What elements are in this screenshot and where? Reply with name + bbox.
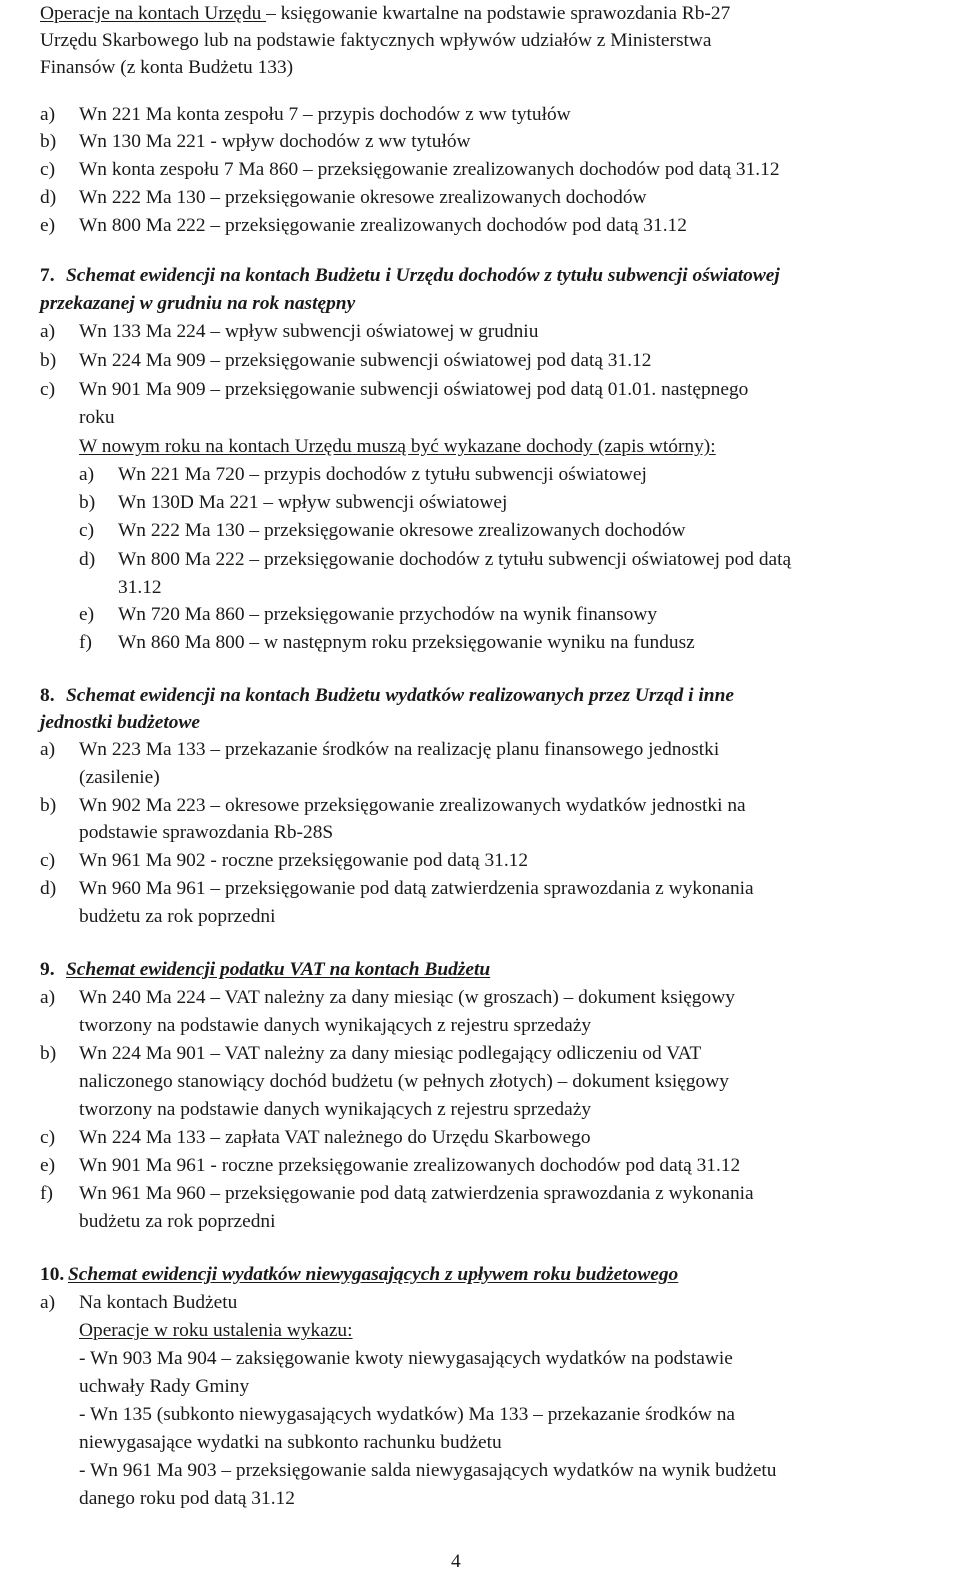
text-line: - Wn 961 Ma 903 – przeksięgowanie salda niewygasających wydatków na wynik budżetu bbox=[79, 1460, 777, 1481]
list-item: Wn 961 Ma 960 – przeksięgowanie pod datą zatwierdzenia sprawozdania z wykonania bbox=[79, 1183, 754, 1204]
list-item: Wn 800 Ma 222 – przeksięgowanie dochodów z tytułu subwencji oświatowej pod datą bbox=[118, 549, 792, 570]
section-title: Schemat ewidencji na kontach Budżetu i Urzędu dochodów z tytułu subwencji oświatowej bbox=[66, 265, 780, 286]
section-title: Schemat ewidencji na kontach Budżetu wydatków realizowanych przez Urząd i inne bbox=[66, 685, 734, 706]
text-line: niewygasające wydatki na subkonto rachunku budżetu bbox=[79, 1432, 502, 1453]
list-marker: b) bbox=[40, 795, 57, 816]
section-title: przekazanej w grudniu na rok następny bbox=[40, 293, 356, 314]
list-item-continuation: naliczonego stanowiący dochód budżetu (w pełnych złotych) – dokument księgowy bbox=[79, 1071, 729, 1092]
list-item: Wn 221 Ma 720 – przypis dochodów z tytułu subwencji oświatowej bbox=[118, 464, 647, 485]
list-item-continuation: tworzony na podstawie danych wynikających z rejestru sprzedaży bbox=[79, 1099, 592, 1120]
list-marker: d) bbox=[79, 549, 96, 570]
text-line: - Wn 903 Ma 904 – zaksięgowanie kwoty niewygasających wydatków na podstawie bbox=[79, 1348, 733, 1369]
list-marker: d) bbox=[40, 187, 57, 208]
list-item-continuation: podstawie sprawozdania Rb-28S bbox=[79, 822, 334, 843]
section-number: 10. bbox=[40, 1264, 65, 1285]
section-title: Schemat ewidencji podatku VAT na kontach Budżetu bbox=[66, 959, 491, 980]
list-item: Wn 901 Ma 961 - roczne przeksięgowanie zrealizowanych dochodów pod datą 31.12 bbox=[79, 1155, 741, 1176]
list-item: Wn 133 Ma 224 – wpływ subwencji oświatowej w grudniu bbox=[79, 321, 539, 342]
list-marker: d) bbox=[40, 878, 57, 899]
list-marker: c) bbox=[79, 520, 95, 541]
list-marker: c) bbox=[40, 1127, 56, 1148]
list-marker: e) bbox=[79, 604, 95, 625]
list-marker: e) bbox=[40, 215, 56, 236]
list-item: Wn 222 Ma 130 – przeksięgowanie okresowe zrealizowanych dochodów bbox=[118, 520, 686, 541]
text-line: - Wn 135 (subkonto niewygasających wydatków) Ma 133 – przekazanie środków na bbox=[79, 1404, 736, 1425]
list-item: Wn 240 Ma 224 – VAT należny za dany miesiąc (w groszach) – dokument księgowy bbox=[79, 987, 735, 1008]
text-line: uchwały Rady Gminy bbox=[79, 1376, 250, 1397]
list-marker: f) bbox=[40, 1183, 53, 1204]
list-item-continuation: (zasilenie) bbox=[79, 767, 160, 788]
list-item: Wn 800 Ma 222 – przeksięgowanie zrealizowanych dochodów pod datą 31.12 bbox=[79, 215, 687, 236]
subheading: Operacje w roku ustalenia wykazu: bbox=[79, 1320, 353, 1341]
list-marker: a) bbox=[79, 464, 95, 485]
list-marker: b) bbox=[79, 492, 96, 513]
list-item: Wn 224 Ma 133 – zapłata VAT należnego do Urzędu Skarbowego bbox=[79, 1127, 591, 1148]
list-marker: a) bbox=[40, 1292, 56, 1313]
text-line: danego roku pod datą 31.12 bbox=[79, 1488, 295, 1509]
list-item-continuation: roku bbox=[79, 407, 115, 428]
list-marker: f) bbox=[79, 632, 92, 653]
list-item: Wn 224 Ma 909 – przeksięgowanie subwencji oświatowej pod datą 31.12 bbox=[79, 350, 652, 371]
list-marker: c) bbox=[40, 379, 56, 400]
section-title: jednostki budżetowe bbox=[40, 712, 200, 733]
list-item: Wn 221 Ma konta zespołu 7 – przypis dochodów z ww tytułów bbox=[79, 104, 571, 125]
list-marker: a) bbox=[40, 104, 56, 125]
list-item: Wn 902 Ma 223 – okresowe przeksięgowanie zrealizowanych wydatków jednostki na bbox=[79, 795, 746, 816]
list-marker: c) bbox=[40, 159, 56, 180]
list-item-continuation: tworzony na podstawie danych wynikających z rejestru sprzedaży bbox=[79, 1015, 592, 1036]
list-marker: c) bbox=[40, 850, 56, 871]
list-item: Wn 224 Ma 901 – VAT należny za dany miesiąc podlegający odliczeniu od VAT bbox=[79, 1043, 702, 1064]
list-item: Wn 720 Ma 860 – przeksięgowanie przychodów na wynik finansowy bbox=[118, 604, 658, 625]
intro-heading bbox=[40, 0, 730, 27]
list-marker: a) bbox=[40, 739, 56, 760]
list-item: Wn 961 Ma 902 - roczne przeksięgowanie pod datą 31.12 bbox=[79, 850, 529, 871]
section-number: 8. bbox=[40, 685, 55, 706]
list-item: Wn 130D Ma 221 – wpływ subwencji oświatowej bbox=[118, 492, 508, 513]
section-number: 9. bbox=[40, 959, 55, 980]
list-item: Na kontach Budżetu bbox=[79, 1292, 238, 1313]
list-marker: a) bbox=[40, 987, 56, 1008]
intro-line: Finansów (z konta Budżetu 133) bbox=[40, 57, 294, 78]
list-item-continuation: budżetu za rok poprzedni bbox=[79, 906, 276, 927]
list-marker: e) bbox=[40, 1155, 56, 1176]
list-item: Wn 223 Ma 133 – przekazanie środków na realizację planu finansowego jednostki bbox=[79, 739, 720, 760]
list-marker: b) bbox=[40, 131, 57, 152]
list-item-continuation: budżetu za rok poprzedni bbox=[79, 1211, 276, 1232]
list-item: Wn 860 Ma 800 – w następnym roku przeksięgowanie wyniku na fundusz bbox=[118, 632, 695, 653]
list-item: Wn 130 Ma 221 - wpływ dochodów z ww tytułów bbox=[79, 131, 471, 152]
list-item: Wn 901 Ma 909 – przeksięgowanie subwencji oświatowej pod datą 01.01. następnego bbox=[79, 379, 749, 400]
intro-line: Urzędu Skarbowego lub na podstawie faktycznych wpływów udziałów z Ministerstwa bbox=[40, 30, 712, 51]
list-item: Wn 960 Ma 961 – przeksięgowanie pod datą zatwierdzenia sprawozdania z wykonania bbox=[79, 878, 754, 899]
section-title: Schemat ewidencji wydatków niewygasających z upływem roku budżetowego bbox=[68, 1264, 679, 1285]
intro-heading-rest: – księgowanie kwartalne na podstawie sprawozdania Rb-27 bbox=[266, 3, 731, 24]
section-number: 7. bbox=[40, 265, 55, 286]
list-marker: a) bbox=[40, 321, 56, 342]
intro-heading-underlined: Operacje na kontach Urzędu bbox=[40, 3, 267, 24]
subheading: W nowym roku na kontach Urzędu muszą być wykazane dochody (zapis wtórny): bbox=[79, 436, 716, 457]
list-marker: b) bbox=[40, 350, 57, 371]
list-item: Wn konta zespołu 7 Ma 860 – przeksięgowanie zrealizowanych dochodów pod datą 31.12 bbox=[79, 159, 780, 180]
list-marker: b) bbox=[40, 1043, 57, 1064]
page-number: 4 bbox=[451, 1551, 461, 1572]
list-item: Wn 222 Ma 130 – przeksięgowanie okresowe zrealizowanych dochodów bbox=[79, 187, 647, 208]
list-item-continuation: 31.12 bbox=[118, 577, 162, 598]
